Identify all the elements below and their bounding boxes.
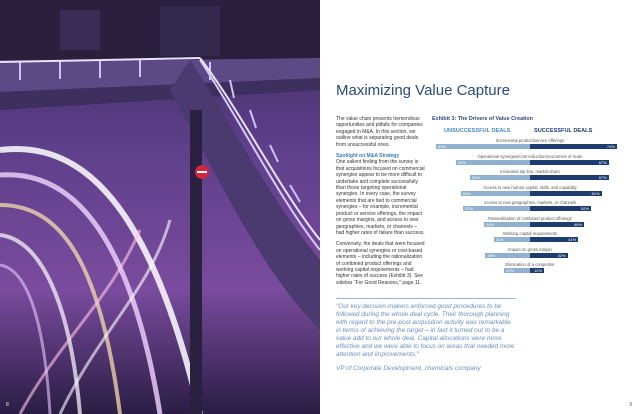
body-text-column (336, 116, 426, 291)
bar-successful: 67% (530, 160, 609, 165)
bar-unsuccessful: 31% (494, 237, 530, 242)
bar-unsuccessful: 80% (436, 144, 530, 149)
page-title: Maximizing Value Capture (336, 82, 510, 99)
category-label: Access to new human capital, skills, and capability (483, 184, 577, 190)
intro-paragraph: The value chain presents tremendous opportunities and pitfalls for companies engaged in M&A. In this section, we outline what is separating good deals from unsuccessful ones. (336, 116, 423, 148)
bar-unsuccessful: 59% (461, 191, 530, 196)
category-label: Incremental product/service offerings (495, 138, 565, 143)
bar-successful: 61% (530, 191, 602, 196)
category-label: Operational synergies/cost reduction/economies of scale (477, 153, 583, 159)
exhibit-3-chart (432, 116, 628, 278)
quote-text: "Our key decision-makers enforced good procedures to be followed during the whole deal cycle. Their thorough planning with regard to the pre-post acquisition activity was remarkable in terms of achieving the target – in fact it turned out to be a value add to our whole deal. Capital allocations were more effective and we were able to focus on areas that needed more attention and improvements." (336, 303, 515, 358)
strategy-paragraph: One salient finding from the survey is that acquisitions focused on commercial synergies appear to be more difficult to undertake and complete successfully than those targeting operational synergies. In every case, the survey elements that are tied to commercial synergies – for example, incremental product or service offerings, the impact on gross margins, and access to new geographies, markets, or channels – had higher rates of failure than success. (336, 159, 425, 236)
page-number-right: 9 (629, 402, 632, 408)
category-label: Working capital requirements (502, 231, 558, 236)
category-label: Impact on gross margin (508, 246, 552, 252)
category-label: Rationalization of combined product offerings (488, 215, 572, 221)
bar-successful: 74% (530, 144, 617, 149)
bar-successful: 12% (530, 268, 544, 273)
legend-successful: SUCCESSFUL DEALS (534, 128, 593, 134)
chart-legend (432, 128, 628, 138)
bar-successful: 32% (530, 253, 568, 258)
bar-successful: 52% (530, 206, 591, 211)
quote-attribution: VP of Corporate Development, chemicals company (336, 365, 481, 372)
page-number-left: 8 (6, 402, 9, 408)
chart-bars (432, 138, 628, 278)
legend-unsuccessful: UNSUCCESSFUL DEALS (444, 128, 511, 134)
chart-title: Exhibit 3: The Drivers of Value Creation (432, 116, 533, 122)
subheading: Spotlight on M&A Strategy (336, 153, 400, 160)
operational-paragraph: Conversely, the deals that were focused on operational synergies or cost-based elements – including the rationalization of combined product offerings and working capital requirements – had higher rates of success (Exhibit 3). See sidebar "For Good Reasons," page 11. (336, 241, 425, 286)
bar-unsuccessful: 39% (484, 222, 530, 227)
bar-successful: 67% (530, 175, 609, 180)
category-label: Access to new geographies, markets, or channels (483, 200, 577, 205)
bar-unsuccessful: 38% (485, 253, 530, 258)
category-label: Increased top line, market share (500, 169, 560, 174)
bar-unsuccessful: 63% (456, 160, 530, 165)
pull-quote (336, 298, 516, 372)
category-label: Elimination of a competitor (505, 262, 555, 267)
bar-unsuccessful: 22% (504, 268, 530, 273)
bar-unsuccessful: 51% (470, 175, 530, 180)
bar-unsuccessful: 57% (463, 206, 530, 211)
bar-successful: 46% (530, 222, 584, 227)
bar-successful: 41% (530, 237, 578, 242)
